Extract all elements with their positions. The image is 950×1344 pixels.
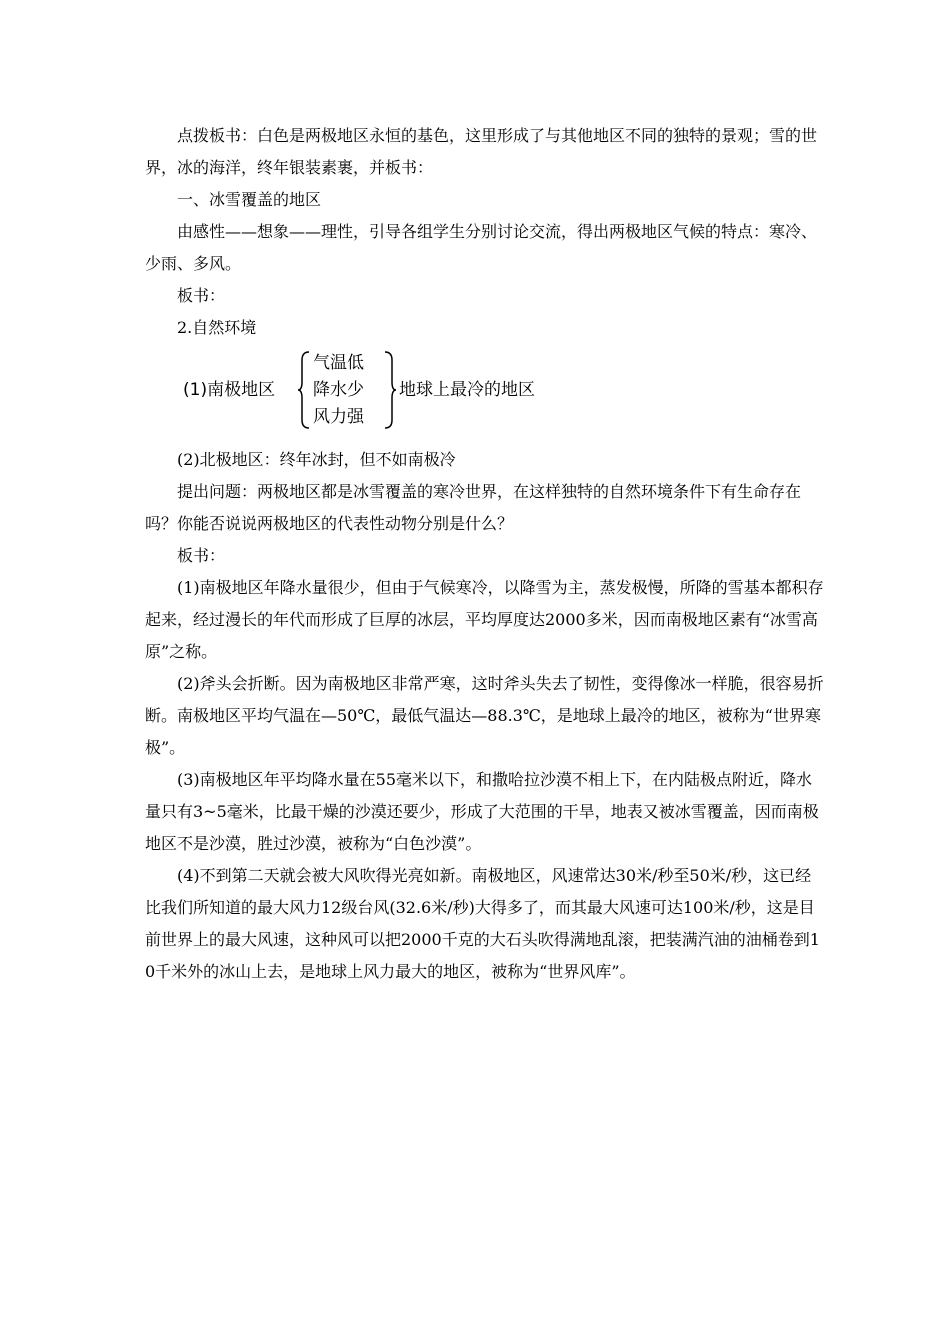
- formula-item-wind: 风力强: [313, 407, 364, 427]
- paragraph-answer-3: (3)南极地区年平均降水量在55毫米以下，和撒哈拉沙漠不相上下，在内陆极点附近，降水量只有3~5毫米，比最干燥的沙漠还要少，形成了大范围的干旱，地表又被冰雪覆盖，因而南极地区不是沙漠，胜过沙漠，被称为“白色沙漠”。: [145, 770, 819, 853]
- formula-item-precipitation: 降水少: [313, 380, 364, 400]
- right-brace-icon: [383, 350, 397, 430]
- heading-natural-environment: 2.自然环境: [177, 318, 257, 337]
- formula-lead: (1)南极地区: [183, 380, 276, 400]
- paragraph-climate-features: 由感性——想象——理性，引导各组学生分别讨论交流，得出两极地区气候的特点：寒冷、少雨、多风。: [145, 222, 818, 273]
- paragraph-answer-4: (4)不到第二天就会被大风吹得光亮如新。南极地区，风速常达30米/秒至50米/秒，这已经比我们所知道的最大风力12级台风(32.6米/秒)大得多了，而其最大风速可达100米/秒，这是目前世界上的最大风速，这种风可以把2000千克的大石头吹得满地乱滚，把装满汽油的油桶卷到10千米外的冰山上去，是地球上风力最大的地区，被称为“世界风库”。: [145, 866, 820, 981]
- formula-items: [313, 350, 364, 431]
- paragraph-answer-2: (2)斧头会折断。因为南极地区非常严寒，这时斧头失去了韧性，变得像冰一样脆，很容易折断。南极地区平均气温在—50℃，最低气温达—88.3℃，是地球上最冷的地区，被称为“世界寒极”。: [145, 674, 824, 757]
- paragraph-intro: 点拨板书：白色是两极地区永恒的基色，这里形成了与其他地区不同的独特的景观；雪的世界，冰的海洋，终年银装素裹，并板书：: [145, 126, 818, 177]
- paragraph-question: 提出问题：两极地区都是冰雪覆盖的寒冷世界，在这样独特的自然环境条件下有生命存在吗？你能否说说两极地区的代表性动物分别是什么？: [145, 482, 802, 533]
- paragraph-answer-1: (1)南极地区年降水量很少，但由于气候寒冷，以降雪为主，蒸发极慢，所降的雪基本都积存起来，经过漫长的年代而形成了巨厚的冰层，平均厚度达2000多米，因而南极地区素有“冰雪高原”之称。: [145, 578, 824, 661]
- formula-conclusion: 地球上最冷的地区: [399, 380, 535, 400]
- label-board-writing-1: 板书：: [177, 286, 226, 305]
- heading-ice-covered-region: 一、冰雪覆盖的地区: [177, 190, 322, 209]
- left-brace-icon: [297, 350, 311, 430]
- formula-item-temperature: 气温低: [313, 353, 364, 373]
- document-body: [145, 120, 825, 988]
- paragraph-arctic: (2)北极地区：终年冰封，但不如南极冷: [177, 450, 456, 469]
- antarctic-climate-formula: [183, 350, 825, 430]
- label-board-writing-2: 板书：: [177, 546, 226, 565]
